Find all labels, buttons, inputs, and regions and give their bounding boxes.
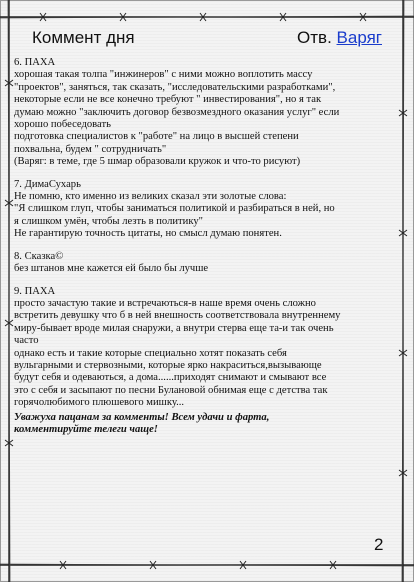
comment-author: 8. Сказка© xyxy=(14,250,64,262)
comment-post xyxy=(14,179,394,241)
comment-line: думаю можно "заключить договор безвозмездного оказания услуг" если xyxy=(14,106,340,118)
comment-line: миру-бывает вроде милая снаружи, а внутри стерва еще та-и так очень xyxy=(14,322,334,334)
comment-line: Не гарантирую точность цитаты, но смысл думаю понятен. xyxy=(14,228,282,240)
comment-line: некоторые если не все конечно требуют " инвестирования", но я так xyxy=(14,94,322,106)
comment-line: хорошая такая толпа "инжинеров" с ними можно воплотить массу xyxy=(14,69,313,81)
comment-line: без штанов мне кажется ей было бы лучше xyxy=(14,263,209,275)
comment-line: похвальна, будем " сотрудничать" xyxy=(14,143,167,155)
comment-author: 7. ДимаСухарь xyxy=(14,178,81,190)
comment-line: встретить девушку что б в ней внешность соответствовала внутреннему xyxy=(14,310,341,322)
comment-line: горячолюбимого плюшевого мишку... xyxy=(14,397,185,409)
barbed-wire-bottom xyxy=(0,560,414,570)
footer-line: Уважуха пацанам за комменты! Всем удачи и фарта, xyxy=(14,411,270,423)
author-link[interactable]: Варяг xyxy=(336,28,382,47)
comment-post xyxy=(14,57,394,169)
comment-line: хорошо побеседовать xyxy=(14,119,111,131)
footer-line: комментируйте телеги чаще! xyxy=(14,423,158,435)
comment-post xyxy=(14,286,394,410)
comment-line: Не помню, кто именно из великих сказал эти золотые слова: xyxy=(14,191,287,203)
comment-line: "проектов", заняться, так сказать, "исследовательскими разработками", xyxy=(14,81,336,93)
author-credit xyxy=(297,28,382,48)
footer-note xyxy=(14,412,394,437)
comment-line: просто зачастую такие и встречаються-в наше время очень сложно xyxy=(14,297,316,309)
barbed-wire-right xyxy=(398,0,408,582)
barbed-wire-left xyxy=(4,0,14,582)
comments-content xyxy=(14,57,394,436)
comment-post xyxy=(14,251,394,276)
barbed-wire-top xyxy=(0,12,414,22)
author-prefix: Отв. xyxy=(297,28,332,47)
comment-line: я слишком умён, чтобы лезть в политику" xyxy=(14,215,203,227)
comment-line: будут себя и одеваються, а дома......приходят снимают и смывают все xyxy=(14,372,327,384)
page-number: 2 xyxy=(374,535,384,554)
page-title: Коммент дня xyxy=(32,28,135,47)
comment-author: 9. ПАХА xyxy=(14,285,56,297)
comment-line: часто xyxy=(14,335,39,347)
comment-line: однако есть и такие которые специально хотят показать себя xyxy=(14,347,287,359)
comment-line: (Варяг: в теме, где 5 шмар образовали кружок и что-то рисуют) xyxy=(14,156,301,168)
header xyxy=(32,28,382,52)
comment-line: подготовка специалистов к "работе" на лицо в высшей степени xyxy=(14,131,299,143)
comment-line: вульгарными и стервозными, которые ярко накраситься,вызывающе xyxy=(14,359,322,371)
comment-line: "Я слишком глуп, чтобы заниматься политикой и разбираться в ней, но xyxy=(14,203,335,215)
comment-author: 6. ПАХА xyxy=(14,57,56,68)
comment-line: это с себя и засыпают по песни Булановой обнимая еще с детства так xyxy=(14,384,328,396)
